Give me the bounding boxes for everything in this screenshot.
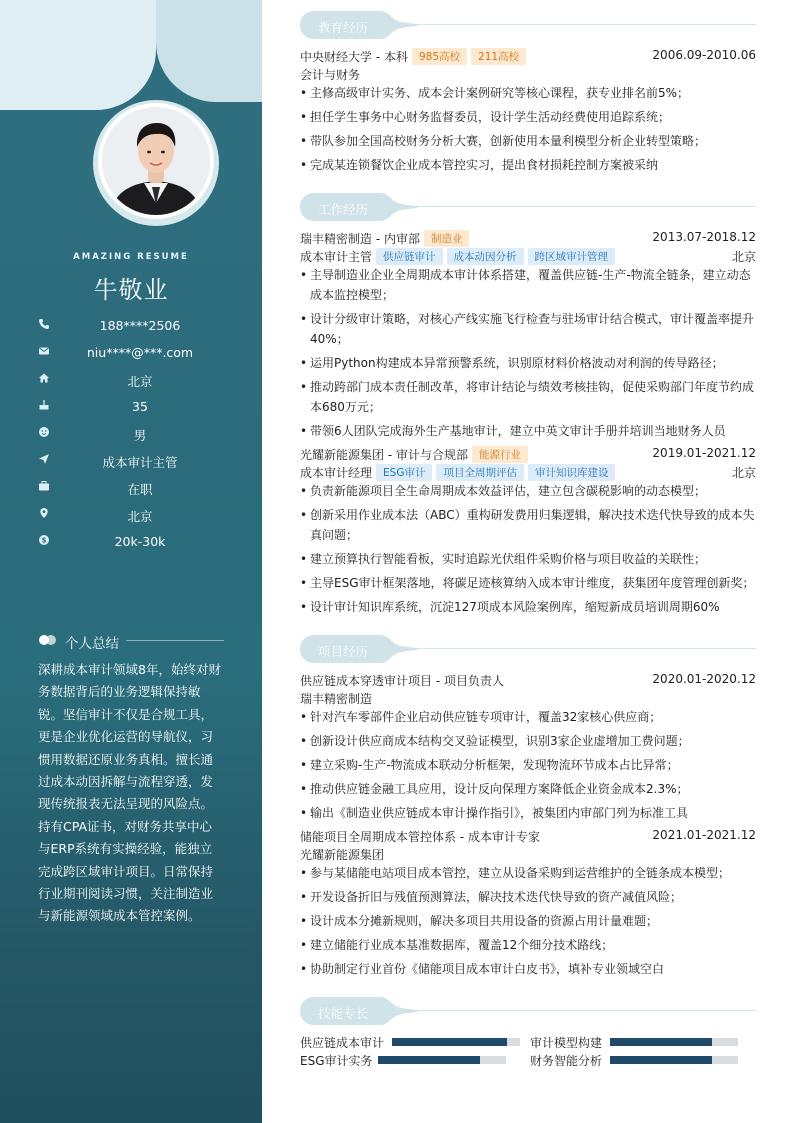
list-item: • 创新设计供应商成本结构交叉验证模型，识别3家企业虚增加工费问题； xyxy=(300,731,756,751)
list-item: • 开发设备折旧与残值预测算法，解决技术迭代快导致的资产减值风险； xyxy=(300,887,756,907)
list-item: • 完成某连锁餐饮企业成本管控实习，提出食材损耗控制方案被采纳 xyxy=(300,155,756,175)
industry-tag: 能源行业 xyxy=(472,446,528,463)
list-item: • 主导ESG审计框架落地，将碳足迹核算纳入成本审计维度，获集团年度管理创新奖； xyxy=(300,573,756,593)
project-name: 供应链成本穿透审计项目 - 项目负责人 xyxy=(300,674,504,688)
job-role-row xyxy=(300,247,756,265)
info-row-status xyxy=(0,476,262,503)
list-item: • 主修高级审计实务、成本会计案例研究等核心课程，获专业排名前5%； xyxy=(300,83,756,103)
project-org: 瑞丰精密制造 xyxy=(300,692,373,706)
divider xyxy=(416,206,756,207)
job-city: 北京 xyxy=(731,466,756,480)
list-item: • 推动跨部门成本责任制改革，将审计结论与绩效考核挂钩，促使采购部门年度节约成本680万元； xyxy=(300,377,756,417)
list-item: • 设计审计知识库系统，沉淀127项成本风险案例库，缩短新成员培训周期60% xyxy=(300,597,756,617)
job-period: 2019.01-2021.12 xyxy=(652,446,756,460)
skill-tag: 供应链审计 xyxy=(376,248,443,265)
education-major-row xyxy=(300,65,756,83)
decor-shape xyxy=(156,0,262,102)
project-period: 2021.01-2021.12 xyxy=(652,828,756,842)
project-bullets xyxy=(300,707,756,827)
city-value: 北京 xyxy=(127,374,153,389)
tag: 985高校 xyxy=(412,48,467,65)
skill-bar-fill xyxy=(610,1056,712,1064)
svg-text:$: $ xyxy=(41,536,47,545)
list-item: • 建立采购-生产-物流成本联动分析框架，发现物流环节成本占比异常； xyxy=(300,755,756,775)
skill-bar-fill xyxy=(392,1038,507,1046)
contact-info-list xyxy=(0,314,262,557)
skill-tag: ESG审计 xyxy=(376,464,432,481)
skill-tag: 审计知识库建设 xyxy=(528,464,616,481)
list-item: • 针对汽车零部件企业启动供应链专项审计，覆盖32家核心供应商； xyxy=(300,707,756,727)
phone-value: 188****2506 xyxy=(99,318,181,333)
skill-item xyxy=(300,1034,520,1050)
job-role: 成本审计主管 xyxy=(300,250,373,264)
info-row-location xyxy=(0,503,262,530)
section-header-projects xyxy=(300,635,756,665)
section-title: 工作经历 xyxy=(318,202,369,217)
skill-bar-fill xyxy=(610,1038,712,1046)
brand-label: AMAZING RESUME xyxy=(73,252,189,262)
list-item: • 主导制造业企业全周期成本审计体系搭建，覆盖供应链-生产-物流全链条，建立动态成本监控模型； xyxy=(300,265,756,305)
info-row-city xyxy=(0,368,262,395)
section-title: 教育经历 xyxy=(318,20,369,35)
skill-bar xyxy=(610,1038,738,1046)
education-period: 2006.09-2010.06 xyxy=(652,48,756,62)
skill-item xyxy=(300,1052,506,1068)
age-value: 35 xyxy=(132,399,148,414)
tag: 211高校 xyxy=(471,48,526,65)
status-value: 在职 xyxy=(127,482,153,497)
section-header-work xyxy=(300,193,756,223)
list-item: • 设计成本分摊新规则，解决多项目共用设备的资源占用计量难题； xyxy=(300,911,756,931)
section-header-skills xyxy=(300,997,756,1027)
avatar xyxy=(98,103,214,219)
skill-item xyxy=(530,1052,738,1068)
list-item: • 建立储能行业成本基准数据库，覆盖12个细分技术路线； xyxy=(300,935,756,955)
summary-header xyxy=(38,632,224,650)
project-header xyxy=(300,671,756,689)
project-org-row xyxy=(300,689,756,707)
avatar-portrait xyxy=(102,107,210,215)
skill-tag: 项目全周期评估 xyxy=(436,464,524,481)
skill-name: 财务智能分析 xyxy=(530,1054,603,1068)
list-item: • 设计分级审计策略，对核心产线实施飞行检查与驻场审计结合模式，审计覆盖率提升40%； xyxy=(300,309,756,349)
gender-value: 男 xyxy=(133,428,147,443)
job-header xyxy=(300,445,756,463)
list-item: • 带领6人团队完成海外生产基地审计，建立中英文审计手册并培训当地财务人员 xyxy=(300,421,756,441)
project-name: 储能项目全周期成本管控体系 - 成本审计专家 xyxy=(300,830,540,844)
skill-bar xyxy=(392,1038,520,1046)
job-city: 北京 xyxy=(731,250,756,264)
list-item: • 建立预算执行智能看板，实时追踪光伏组件采购价格与项目收益的关联性； xyxy=(300,549,756,569)
project-bullets xyxy=(300,863,756,983)
school-name: 中央财经大学 - 本科 xyxy=(300,50,408,64)
email-value: niu****@***.com xyxy=(86,345,194,360)
location-value: 北京 xyxy=(127,509,153,524)
info-row-phone xyxy=(0,314,262,341)
skill-bar xyxy=(378,1056,506,1064)
skill-name: 供应链成本审计 xyxy=(300,1036,385,1050)
list-item: • 担任学生事务中心财务监督委员，设计学生活动经费使用追踪系统； xyxy=(300,107,756,127)
skill-tag: 成本动因分析 xyxy=(447,248,524,265)
skill-bar-fill xyxy=(378,1056,480,1064)
summary-title: 个人总结 xyxy=(65,636,119,652)
info-row-position xyxy=(0,449,262,476)
list-item: • 负责新能源项目全生命周期成本效益评估，建立包含碳税影响的动态模型； xyxy=(300,481,756,501)
skill-name: ESG审计实务 xyxy=(300,1054,373,1068)
info-row-gender xyxy=(0,422,262,449)
company-name: 瑞丰精密制造 - 内审部 xyxy=(300,232,420,246)
project-period: 2020.01-2020.12 xyxy=(652,672,756,686)
list-item: • 输出《制造业供应链成本审计操作指引》，被集团内审部门列为标准工具 xyxy=(300,803,756,823)
circles-icon xyxy=(38,634,58,646)
list-item: • 参与某储能电站项目成本管控，建立从设备采购到运营维护的全链条成本模型； xyxy=(300,863,756,883)
section-title: 项目经历 xyxy=(318,644,369,659)
list-item: • 运用Python构建成本异常预警系统，识别原材料价格波动对利润的传导路径； xyxy=(300,353,756,373)
education-header xyxy=(300,47,756,65)
skill-name: 审计模型构建 xyxy=(530,1036,603,1050)
list-item: • 带队参加全国高校财务分析大赛，创新使用本量利模型分析企业转型策略； xyxy=(300,131,756,151)
skill-tag: 跨区域审计管理 xyxy=(528,248,616,265)
project-header xyxy=(300,827,756,845)
sidebar xyxy=(0,0,262,1123)
job-period: 2013.07-2018.12 xyxy=(652,230,756,244)
job-bullets xyxy=(300,265,756,445)
info-row-email xyxy=(0,341,262,368)
divider xyxy=(416,24,756,25)
skill-item xyxy=(530,1034,738,1050)
industry-tag: 制造业 xyxy=(424,230,470,247)
person-name: 牛敬业 xyxy=(93,276,169,304)
summary-text: 深耕成本审计领域8年，始终对财务数据背后的业务逻辑保持敏锐。坚信审计不仅是合规工具，更是企业优化运营的导航仪，习惯用数据还原业务真相。擅长通过成本动因拆解与流程穿透，发现传统报表无法呈现的风险点。持有CPA证书，对财务共享中心与ERP系统有实操经验，能独立完成跨区域审计项目。日常保持行业期刊阅读习惯，关注制造业与新能源领域成本管控案例。 xyxy=(38,662,221,924)
divider xyxy=(126,640,224,641)
section-header-education xyxy=(300,11,756,41)
major: 会计与财务 xyxy=(300,68,361,82)
skill-bar xyxy=(610,1056,738,1064)
list-item: • 创新采用作业成本法（ABC）重构研发费用归集逻辑，解决技术迭代快导致的成本失真问题； xyxy=(300,505,756,545)
info-row-age xyxy=(0,395,262,422)
info-row-salary xyxy=(0,530,262,557)
list-item: • 推动供应链金融工具应用，设计反向保理方案降低企业资金成本2.3%； xyxy=(300,779,756,799)
company-name: 光耀新能源集团 - 审计与合规部 xyxy=(300,448,468,462)
divider xyxy=(416,648,756,649)
job-header xyxy=(300,229,756,247)
job-role-row xyxy=(300,463,756,481)
project-org-row xyxy=(300,845,756,863)
job-role: 成本审计经理 xyxy=(300,466,373,480)
job-bullets xyxy=(300,481,756,621)
decor-shape xyxy=(0,0,156,110)
salary-value: 20k-30k xyxy=(114,534,166,549)
project-org: 光耀新能源集团 xyxy=(300,848,385,862)
section-title: 技能专长 xyxy=(318,1006,369,1021)
divider xyxy=(416,1010,756,1011)
position-value: 成本审计主管 xyxy=(102,455,178,470)
list-item: • 协助制定行业首份《储能项目成本审计白皮书》，填补专业领域空白 xyxy=(300,959,756,979)
education-bullets xyxy=(300,83,756,179)
